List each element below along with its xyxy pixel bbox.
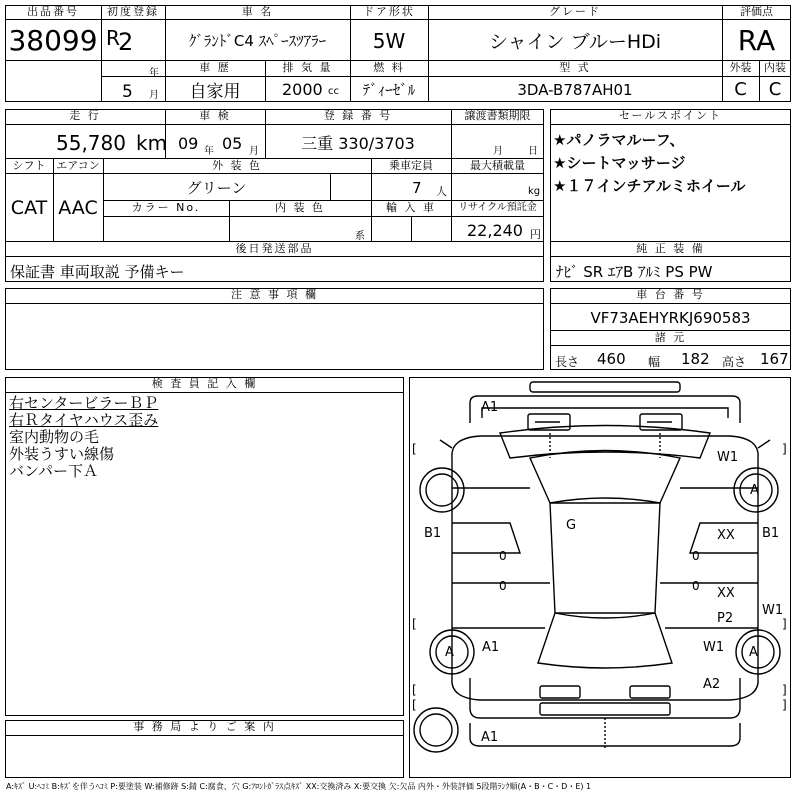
inspection-year: 09 bbox=[178, 134, 199, 153]
first-reg-year: 2 bbox=[118, 28, 134, 56]
width: 182 bbox=[681, 350, 710, 368]
displacement-unit: cc bbox=[328, 86, 339, 97]
after-parts: 保証書 車両取説 予備キー bbox=[10, 263, 185, 281]
recycle-unit: 円 bbox=[530, 228, 541, 241]
mark: A bbox=[749, 645, 758, 660]
mark: W1 bbox=[703, 640, 725, 655]
mark: A1 bbox=[481, 400, 499, 415]
month-unit: 月 bbox=[149, 90, 159, 101]
car-name: ｸﾞﾗﾝﾄﾞC4 ｽﾍﾟｰｽﾂｱﾗｰ bbox=[188, 32, 327, 50]
mark: A1 bbox=[482, 640, 500, 655]
lot-header: 出品番号 bbox=[27, 5, 79, 18]
grade: シャイン ブルーHDi bbox=[488, 31, 662, 53]
sales-point-2: ★シートマッサージ bbox=[553, 154, 686, 172]
mark: A1 bbox=[481, 730, 499, 745]
windshield bbox=[530, 451, 680, 504]
shift-header: シフト bbox=[12, 159, 46, 172]
small-mark: ] bbox=[782, 617, 787, 631]
first-reg-month: 5 bbox=[122, 82, 133, 102]
car-diagram-svg bbox=[410, 378, 790, 777]
chassis-header: 車 台 番 号 bbox=[636, 288, 705, 301]
mileage-unit: km bbox=[136, 131, 168, 155]
height-label: 高さ bbox=[722, 355, 747, 369]
inspection-month: 05 bbox=[222, 134, 243, 153]
sales-header: セールスポイント bbox=[618, 109, 722, 122]
insp-year-unit: 年 bbox=[204, 146, 214, 157]
inspector-header: 検 査 員 記 入 欄 bbox=[151, 377, 258, 390]
first-reg-header: 初度登録 bbox=[107, 5, 159, 18]
insp-month-unit: 月 bbox=[249, 146, 259, 157]
load-unit: kg bbox=[528, 186, 541, 197]
fuel: ﾃﾞｨｰｾﾞﾙ bbox=[362, 81, 416, 99]
notes-header: 注 意 事 項 欄 bbox=[231, 288, 318, 301]
score: RA bbox=[737, 24, 776, 57]
interior-grade: C bbox=[768, 79, 782, 100]
transfer-month-unit: 月 bbox=[493, 146, 503, 157]
shift: CAT bbox=[10, 197, 48, 219]
small-mark: ] bbox=[782, 442, 787, 456]
load-header: 最大積載量 bbox=[470, 159, 525, 172]
model-header: 型 式 bbox=[559, 61, 591, 74]
sales-point-1: ★パノラマルーフ、 bbox=[553, 131, 685, 149]
plate-number: 三重 330/3703 bbox=[301, 133, 415, 153]
mark: A bbox=[445, 645, 454, 660]
interior-header: 内装 bbox=[764, 61, 786, 74]
rear-window bbox=[538, 613, 672, 668]
small-mark: [ bbox=[412, 442, 417, 456]
inspection-header: 車 検 bbox=[199, 109, 231, 122]
inspector-note: 右センタービラーＢＰ bbox=[9, 394, 159, 412]
body-outline bbox=[452, 436, 758, 700]
mileage: 55,780 bbox=[56, 131, 126, 155]
history: 自家用 bbox=[189, 82, 241, 102]
grade-header: グレード bbox=[549, 5, 601, 18]
displacement: 2000 bbox=[282, 80, 323, 99]
door-type: 5W bbox=[372, 28, 406, 53]
inspector-note: バンパー下Ａ bbox=[9, 462, 98, 480]
mark: B1 bbox=[424, 526, 442, 541]
import-header: 輸 入 車 bbox=[386, 201, 436, 214]
plate-header: 登 録 番 号 bbox=[323, 109, 393, 122]
transfer-day-unit: 日 bbox=[528, 146, 538, 157]
rear-plate bbox=[540, 703, 670, 715]
mark: G bbox=[566, 518, 577, 533]
inspector-note: 外装うすい線傷 bbox=[9, 445, 115, 463]
body-color: グリーン bbox=[186, 179, 247, 197]
legend: A:ｷｽﾞ U:ﾍｺﾐ B:ｷｽﾞを伴うﾍｺﾐ P:要塗装 W:補修跡 S:錆 C:腐食、穴 G:ﾌﾛﾝﾄｶﾞﾗｽ点ｷｽﾞ XX:交換済み X:要交換 欠:欠品 内外・外装評価 5段階ﾗﾝｸ順(A・B・C・D・E) 1 bbox=[6, 782, 592, 791]
mark: A2 bbox=[703, 677, 721, 692]
capacity: 7 bbox=[412, 179, 422, 197]
mark: XX bbox=[717, 528, 735, 543]
name-header: 車 名 bbox=[241, 5, 274, 18]
inspector-note: 右Ｒタイヤハウス歪み bbox=[9, 411, 159, 429]
inspector-note: 室内動物の毛 bbox=[9, 428, 100, 446]
first-reg-era: R bbox=[106, 26, 120, 50]
sales-point-3: ★１７インチアルミホイール bbox=[553, 177, 746, 195]
mark: XX bbox=[717, 586, 735, 601]
length: 460 bbox=[597, 350, 626, 368]
equipment: ﾅﾋﾞ SR ｴｱB ｱﾙﾐ PS PW bbox=[556, 263, 713, 281]
small-mark: 0 bbox=[499, 549, 507, 563]
dims-header: 諸 元 bbox=[654, 331, 687, 344]
mark: P2 bbox=[717, 611, 734, 626]
chassis-number: VF73AEHYRKJ690583 bbox=[590, 308, 751, 327]
recycle-header: リサイクル預託金 bbox=[458, 202, 537, 213]
interior-color-header: 内 装 色 bbox=[275, 201, 325, 214]
transfer-header: 譲渡書類期限 bbox=[464, 109, 531, 122]
exterior-header: 外装 bbox=[729, 61, 752, 74]
displacement-header: 排 気 量 bbox=[282, 61, 333, 74]
color-header: 外 装 色 bbox=[212, 159, 262, 172]
roof-strip bbox=[530, 382, 680, 392]
mark: B1 bbox=[762, 526, 780, 541]
color-no-header: カラー No. bbox=[131, 201, 201, 214]
damage-diagram bbox=[409, 377, 791, 778]
width-label: 幅 bbox=[648, 355, 661, 369]
equipment-header: 純 正 装 備 bbox=[636, 242, 705, 255]
small-mark: ] bbox=[782, 698, 787, 712]
history-header: 車 歴 bbox=[199, 61, 231, 74]
lot-number: 38099 bbox=[8, 24, 98, 57]
ac-header: エアコン bbox=[56, 159, 100, 172]
office-header: 事 務 局 よ り ご 案 内 bbox=[133, 720, 276, 733]
rear-bumper bbox=[470, 678, 740, 718]
length-label: 長さ bbox=[555, 355, 580, 369]
score-header: 評価点 bbox=[740, 5, 773, 18]
mark: W1 bbox=[717, 450, 739, 465]
small-mark: [ bbox=[412, 683, 417, 697]
small-mark: [ bbox=[412, 617, 417, 631]
capacity-unit: 人 bbox=[436, 185, 447, 198]
small-mark: 0 bbox=[692, 549, 700, 563]
interior-color-unit: 系 bbox=[355, 231, 365, 242]
door-header: ドア形状 bbox=[363, 5, 415, 18]
small-mark: ] bbox=[782, 683, 787, 697]
small-mark: 0 bbox=[692, 579, 700, 593]
capacity-header: 乗車定員 bbox=[389, 159, 433, 172]
exterior-grade: C bbox=[734, 79, 747, 100]
mileage-header: 走 行 bbox=[69, 109, 101, 122]
height: 167 bbox=[760, 350, 789, 368]
model: 3DA-B787AH01 bbox=[517, 80, 633, 99]
front-bumper bbox=[470, 396, 740, 423]
mark: W1 bbox=[762, 603, 784, 618]
small-mark: 0 bbox=[499, 579, 507, 593]
recycle-fee: 22,240 bbox=[467, 221, 523, 240]
after-parts-header: 後日発送部品 bbox=[235, 242, 314, 255]
fuel-header: 燃 料 bbox=[373, 61, 405, 74]
small-mark: [ bbox=[412, 698, 417, 712]
inspector-notes bbox=[9, 395, 158, 480]
mark: A bbox=[750, 483, 759, 498]
year-unit: 年 bbox=[149, 68, 159, 79]
ac: AAC bbox=[58, 197, 98, 219]
